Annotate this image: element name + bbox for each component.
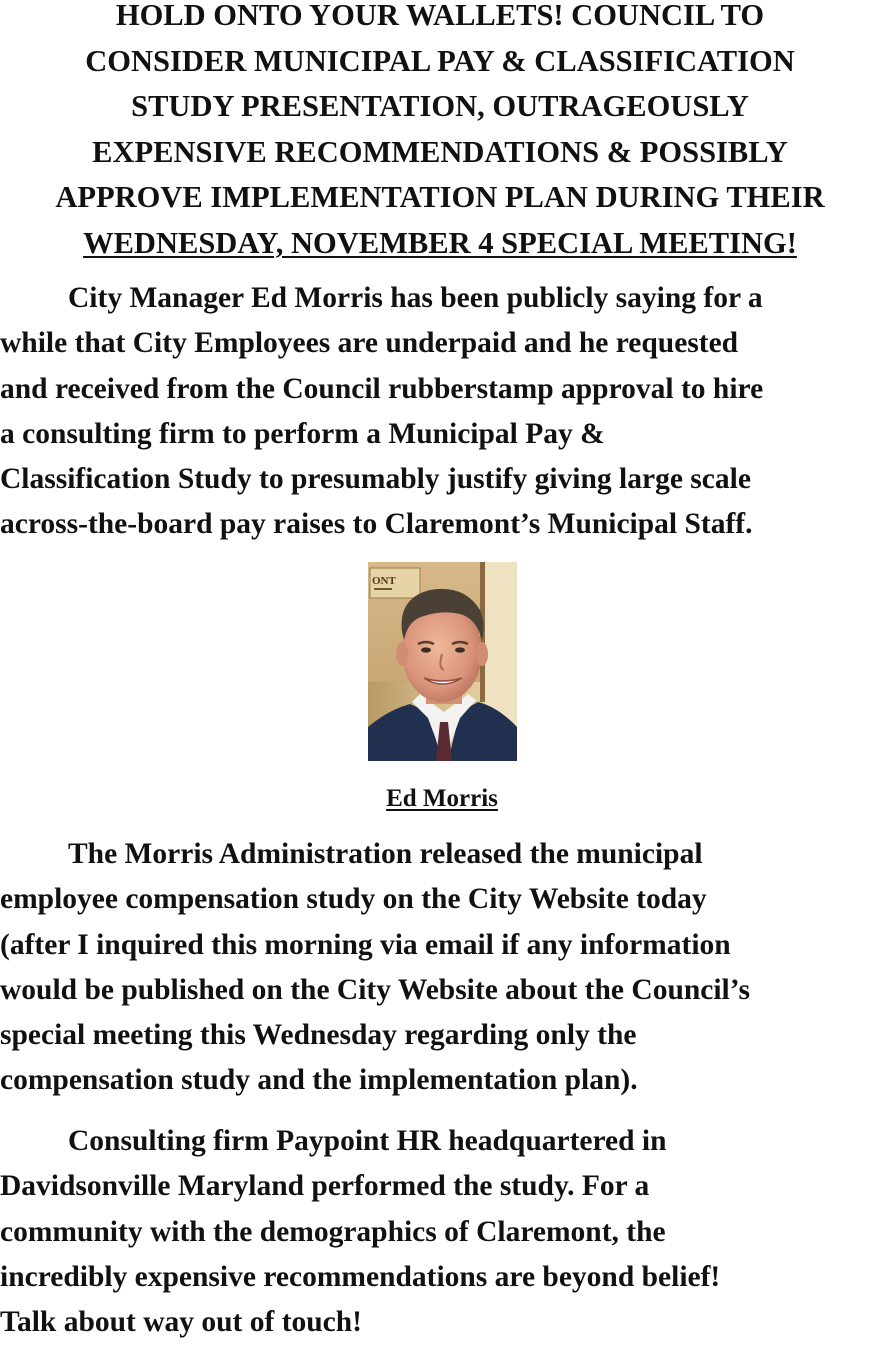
paragraph-line: (after I inquired this morning via email if any information: [0, 928, 731, 961]
paragraph-line: City Manager Ed Morris has been publicly saying for a: [68, 282, 763, 314]
headline-line: CONSIDER MUNICIPAL PAY & CLASSIFICATION: [85, 43, 795, 78]
ed-morris-photo: [368, 562, 517, 761]
headline-line: HOLD ONTO YOUR WALLETS! COUNCIL TO: [115, 0, 765, 32]
headline-line: STUDY PRESENTATION, OUTRAGEOUSLY: [131, 89, 749, 123]
paragraph-line: compensation study and the implementation plan).: [0, 1064, 638, 1097]
paragraph-line: a consulting firm to perform a Municipal Pay &: [0, 417, 605, 450]
paragraph-line: community with the demographics of Claremont, the: [0, 1215, 666, 1248]
headline-line: EXPENSIVE RECOMMENDATIONS & POSSIBLY: [92, 134, 788, 169]
paragraph-line: would be published on the City Website about the Council’s: [0, 973, 750, 1006]
paragraph-city-manager: [0, 276, 880, 548]
paragraph-line: Consulting firm Paypoint HR headquartered in: [68, 1125, 667, 1157]
photo-sign-text: ONT: [372, 575, 396, 587]
paragraph-line: Classification Study to presumably justify giving large scale: [0, 463, 751, 496]
paragraph-administration-release: [0, 832, 880, 1104]
paragraph-line: and received from the Council rubberstamp approval to hire: [0, 372, 764, 405]
photo-caption-text: Ed Morris: [386, 785, 498, 812]
paragraph-line: across-the-board pay raises to Claremont’s Municipal Staff.: [0, 508, 753, 541]
headline: [0, 0, 880, 266]
paragraph-line: Davidsonville Maryland performed the study. For a: [0, 1170, 650, 1203]
headline-meeting-date: WEDNESDAY, NOVEMBER 4 SPECIAL MEETING!: [83, 225, 797, 260]
paragraph-line: incredibly expensive recommendations are beyond belief!: [0, 1260, 721, 1293]
headline-line: APPROVE IMPLEMENTATION PLAN DURING THEIR: [55, 180, 825, 214]
paragraph-line: Talk about way out of touch!: [0, 1306, 362, 1339]
paragraph-line: The Morris Administration released the municipal: [68, 838, 703, 870]
photo-caption: [0, 782, 880, 816]
paragraph-line: special meeting this Wednesday regarding only the: [0, 1019, 637, 1052]
paragraph-line: employee compensation study on the City Website today: [0, 883, 707, 916]
paragraph-line: while that City Employees are underpaid and he requested: [0, 327, 739, 360]
paragraph-consulting-firm: [0, 1119, 880, 1345]
